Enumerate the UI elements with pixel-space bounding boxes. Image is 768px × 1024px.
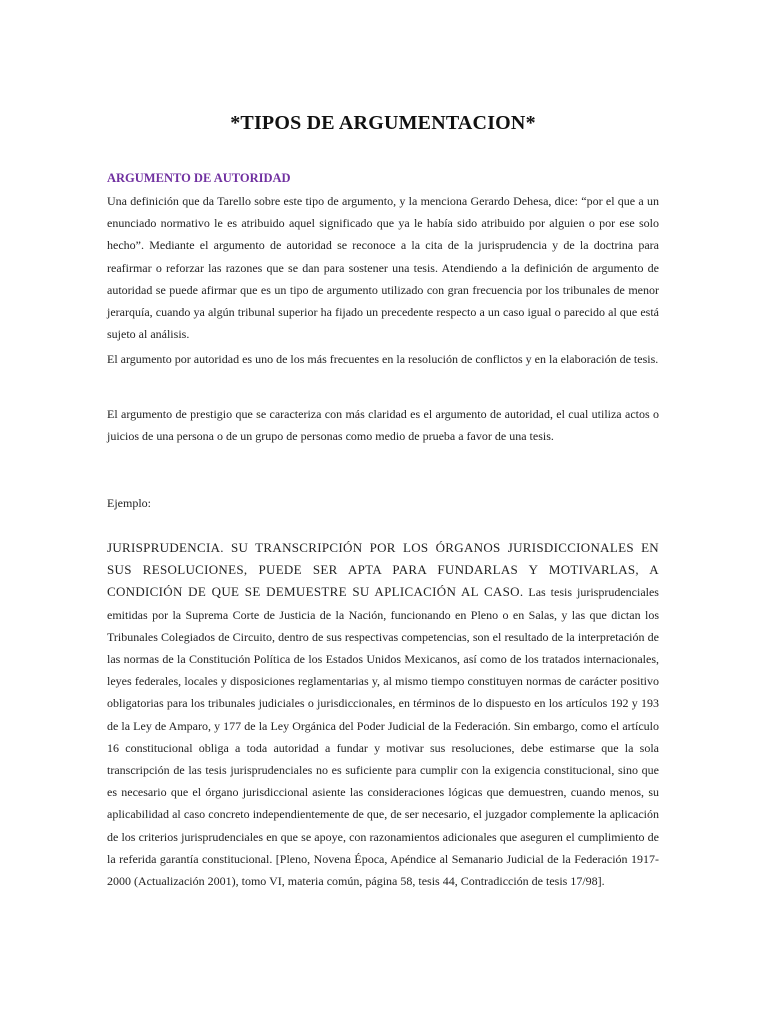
example-jurisprudence [107,537,659,892]
section-heading: ARGUMENTO DE AUTORIDAD [107,171,291,185]
example-jurisprudence-heading: JURISPRUDENCIA. SU TRANSCRIPCIÓN POR LOS ÓRGANOS JURISDICCIONALES EN SUS RESOLUCIONES, PUEDE SER APTA PARA FUNDARLAS Y MOTIVARLAS, A CONDICIÓN DE QUE SE DEMUESTRE SU APLICACIÓN AL CASO. [107,540,659,600]
paragraph-frequency: El argumento por autoridad es uno de los más frecuentes en la resolución de conflictos y en la elaboración de tesis. [107,352,659,366]
example-jurisprudence-body: Las tesis jurisprudenciales emitidas por la Suprema Corte de Justicia de la Nación, funcionando en Pleno o en Salas, y las que dictan los Tribunales Colegiados de Circuito, dentro de sus respectivas competencias, son el resultado de la interpretación de las normas de la Constitución Política de los Estados Unidos Mexicanos, así como de los tratados internacionales, leyes federales, locales y disposiciones reglamentarias y, al mismo tiempo constituyen normas de carácter positivo obligatorias para los tribunales judiciales o jurisdiccionales, en términos de lo dispuesto en los artículos 192 y 193 de la Ley de Amparo, y 177 de la Ley Orgánica del Poder Judicial de la Federación. Sin embargo, como el artículo 16 constitucional obliga a toda autoridad a fundar y motivar sus resoluciones, debe estimarse que la sola transcripción de las tesis jurisprudenciales no es suficiente para cumplir con la exigencia constitucional, sino que es necesario que el órgano jurisdiccional asiente las consideraciones lógicas que demuestren, cuando menos, su aplicabilidad al caso concreto independientemente de que, de ser necesario, el juzgador complemente la aplicación de los criterios jurisprudenciales en que se apoye, con razonamientos adicionales que aseguren el cumplimiento de la referida garantía constitucional. [Pleno, Novena Época, Apéndice al Semanario Judicial de la Federación 1917-2000 (Actualización 2001), tomo VI, materia común, página 58, tesis 44, Contradicción de tesis 17/98]. [107,585,659,889]
document-title: *TIPOS DE ARGUMENTACION* [230,112,536,134]
example-label: Ejemplo: [107,496,151,510]
paragraph-prestige: El argumento de prestigio que se caracteriza con más claridad es el argumento de autoridad, el cual utiliza actos o juicios de una persona o de un grupo de personas como medio de prueba a favor de una tesis. [107,407,659,444]
paragraph-definition: Una definición que da Tarello sobre este tipo de argumento, y la menciona Gerardo Dehesa, dice: “por el que a un enunciado normativo le es atribuido aquel significado que ya le había sido atribuido por alguien o por ese solo hecho”. Mediante el argumento de autoridad se reconoce a la cita de la jurisprudencia y de la doctrina para reafirmar o reforzar las razones que se dan para sostener una tesis. Atendiendo a la definición de argumento de autoridad se puede afirmar que es un tipo de argumento utilizado con gran frecuencia por los tribunales de menor jerarquía, cuando ya algún tribunal superior ha fijado un precedente respecto a un caso igual o parecido al que está sujeto al análisis. [107,194,659,342]
